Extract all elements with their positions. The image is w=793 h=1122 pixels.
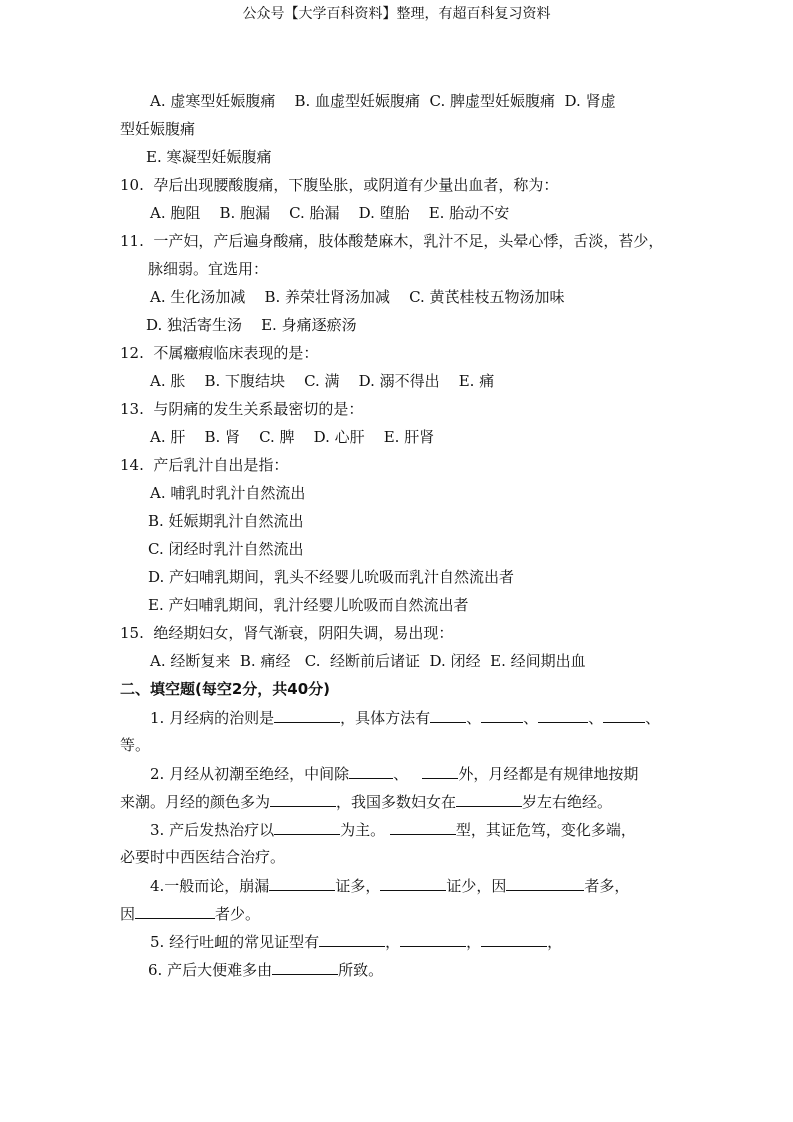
section-title: 二、填空题(每空2分，共40分)	[120, 680, 331, 698]
text: 2. 月经从初潮至绝经，中间除	[150, 765, 350, 783]
text: 因	[120, 905, 136, 923]
text: 岁左右绝经。	[522, 793, 613, 811]
option-line: A. 胀 B. 下腹结块 C. 满 D. 溺不得出 E. 痛	[150, 372, 495, 390]
option-line: E. 产妇哺乳期间，乳汁经婴儿吮吸而自然流出者	[148, 596, 469, 614]
blank	[272, 959, 338, 975]
blank	[538, 707, 588, 723]
option-line: E. 寒凝型妊娠腹痛	[146, 148, 272, 166]
text: 证少，因	[446, 877, 507, 895]
option-line: A. 虚寒型妊娠腹痛 B. 血虚型妊娠腹痛 C. 脾虚型妊娠腹痛 D. 肾虚	[150, 92, 616, 110]
blank	[430, 707, 466, 723]
blank	[270, 791, 336, 807]
question-line: 脉细弱。宜选用：	[148, 260, 269, 278]
text: 者少。	[215, 905, 261, 923]
blank	[135, 903, 215, 919]
fill-line: 等。	[120, 736, 151, 754]
question-15: 15. 绝经期妇女，肾气渐衰，阴阳失调，易出现：	[120, 624, 454, 642]
question-13: 13. 与阴痛的发生关系最密切的是：	[120, 400, 364, 418]
text: ，	[547, 933, 563, 951]
text: 外，月经都是有规律地按期	[458, 765, 639, 783]
text: 、	[588, 709, 604, 727]
text: 5. 经行吐衄的常见证型有	[150, 933, 320, 951]
option-line: B. 妊娠期乳汁自然流出	[148, 512, 304, 530]
text: 型，其证危笃，变化多端，	[455, 821, 636, 839]
text: ，具体方法有	[340, 709, 431, 727]
text: 、	[393, 765, 409, 783]
option-line: 型妊娠腹痛	[120, 120, 196, 138]
text: ，我国多数妇女在	[336, 793, 457, 811]
text: 3. 产后发热治疗以	[150, 821, 275, 839]
option-line: A. 经断复来 B. 痛经 C. 经断前后诸证 D. 闭经 E. 经间期出血	[150, 652, 586, 670]
blank	[603, 707, 645, 723]
text: ，	[466, 933, 482, 951]
option-line: A. 生化汤加减 B. 养荣壮肾汤加减 C. 黄芪桂枝五物汤加味	[150, 288, 565, 306]
blank	[506, 875, 584, 891]
page-header: 公众号【大学百科资料】整理，有超百科复习资料	[242, 6, 551, 22]
blank	[481, 707, 523, 723]
option-line: D. 独活寄生汤 E. 身痛逐瘀汤	[146, 316, 357, 334]
question-10: 10. 孕后出现腰酸腹痛，下腹坠胀，或阴道有少量出血者，称为：	[120, 176, 559, 194]
text: 、	[523, 709, 539, 727]
blank	[456, 791, 522, 807]
blank	[380, 875, 446, 891]
fill-question-5	[150, 931, 562, 952]
option-line: A. 哺乳时乳汁自然流出	[150, 484, 306, 502]
fill-question-6	[148, 959, 383, 980]
blank	[269, 875, 335, 891]
text: 6. 产后大便难多由	[148, 961, 273, 979]
fill-question-1	[150, 707, 660, 728]
text: 证多，	[335, 877, 381, 895]
option-line: A. 肝 B. 肾 C. 脾 D. 心肝 E. 肝肾	[150, 428, 435, 446]
blank	[422, 763, 458, 779]
text: ，	[385, 933, 401, 951]
blank	[390, 819, 456, 835]
fill-line	[120, 791, 612, 812]
question-11: 11. 一产妇，产后遍身酸痛，肢体酸楚麻木，乳汁不足，头晕心悸，舌淡，苔少，	[120, 232, 664, 250]
text: 4.一般而论，崩漏	[150, 877, 270, 895]
fill-question-2	[150, 763, 638, 784]
question-12: 12. 不属癥瘕临床表现的是：	[120, 344, 319, 362]
question-14: 14. 产后乳汁自出是指：	[120, 456, 289, 474]
blank	[400, 931, 466, 947]
fill-line: 必要时中西医结合治疗。	[120, 848, 286, 866]
text: 、	[466, 709, 482, 727]
blank	[319, 931, 385, 947]
option-line: D. 产妇哺乳期间，乳头不经婴儿吮吸而乳汁自然流出者	[148, 568, 515, 586]
blank	[481, 931, 547, 947]
blank	[274, 707, 340, 723]
blank	[274, 819, 340, 835]
text: 、	[645, 709, 661, 727]
blank	[349, 763, 393, 779]
fill-question-4	[150, 875, 629, 896]
text: 所致。	[338, 961, 384, 979]
text: 者多，	[584, 877, 630, 895]
text: 为主。	[340, 821, 386, 839]
option-line: A. 胞阻 B. 胞漏 C. 胎漏 D. 堕胎 E. 胎动不安	[150, 204, 510, 222]
text: 来潮。月经的颜色多为	[120, 793, 271, 811]
fill-line	[120, 903, 260, 924]
option-line: C. 闭经时乳汁自然流出	[148, 540, 304, 558]
fill-question-3	[150, 819, 636, 840]
text: 1. 月经病的治则是	[150, 709, 275, 727]
